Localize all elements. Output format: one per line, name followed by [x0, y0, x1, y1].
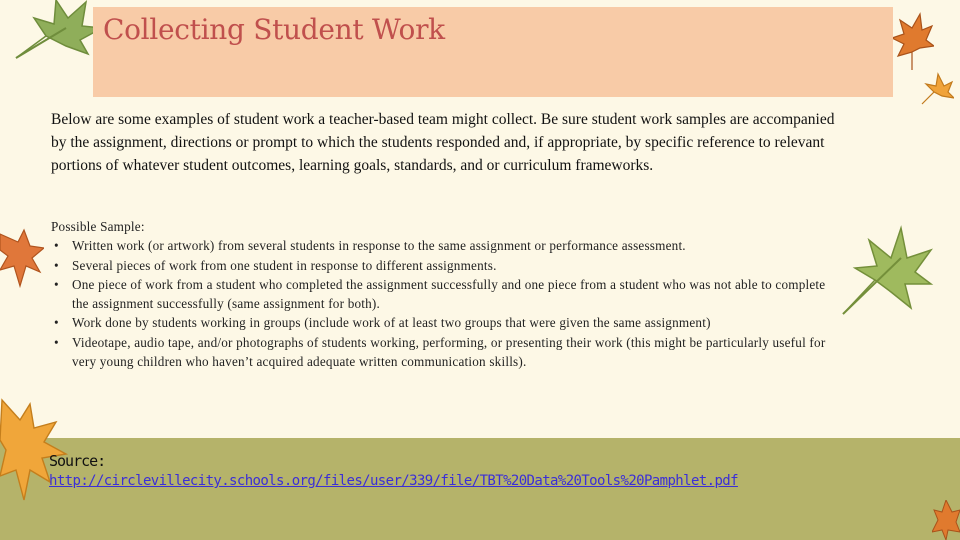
maple-leaf-icon [932, 500, 960, 540]
maple-leaf-icon [0, 226, 44, 290]
sample-heading: Possible Sample: [51, 219, 145, 234]
bullet: • [54, 276, 59, 292]
maple-leaf-icon [835, 218, 935, 318]
list-item: • Several pieces of work from one student in response to different assignments. [51, 256, 831, 275]
list-item: • Written work (or artwork) from several students in response to the same assignment or performance assessment. [51, 236, 831, 255]
maple-leaf-icon [890, 12, 934, 72]
source-link[interactable]: http://circlevillecity.schools.org/files/user/339/file/TBT%20Data%20Tools%20Pamphlet.pdf [49, 473, 738, 489]
bullet: • [54, 257, 59, 273]
list-item: • Work done by students working in groups (include work of at least two groups that were given the same assignment) [51, 313, 831, 332]
list-item: • One piece of work from a student who completed the assignment successfully and one piece from a student who was not able to complete the assignment successfully (same assignment for both). [54, 276, 826, 312]
bottom-band [0, 438, 960, 540]
slide-title: Collecting Student Work [103, 13, 445, 46]
list-item: • Videotape, audio tape, and/or photographs of students working, performing, or presenting their work (this might be particularly useful for very young children who haven’t acquired adequate written communication skills). [54, 334, 826, 370]
sample-list [51, 236, 831, 371]
bullet: • [54, 315, 59, 331]
bullet: • [54, 238, 59, 254]
title-box [93, 7, 893, 97]
source-label: Source: [49, 452, 106, 470]
maple-leaf-icon [6, 0, 106, 68]
intro-paragraph: Below are some examples of student work a teacher-based team might collect. Be sure student work samples are accompanied by the assignment, directions or prompt to which the students responded and, if appropriate, by specific reference to relevant portions of whatever student outcomes, learning goals, standards, and or curriculum frameworks. [51, 111, 835, 174]
maple-leaf-icon [0, 396, 70, 506]
maple-leaf-icon [918, 72, 954, 108]
bullet: • [54, 334, 59, 350]
possible-sample-section [51, 217, 831, 371]
